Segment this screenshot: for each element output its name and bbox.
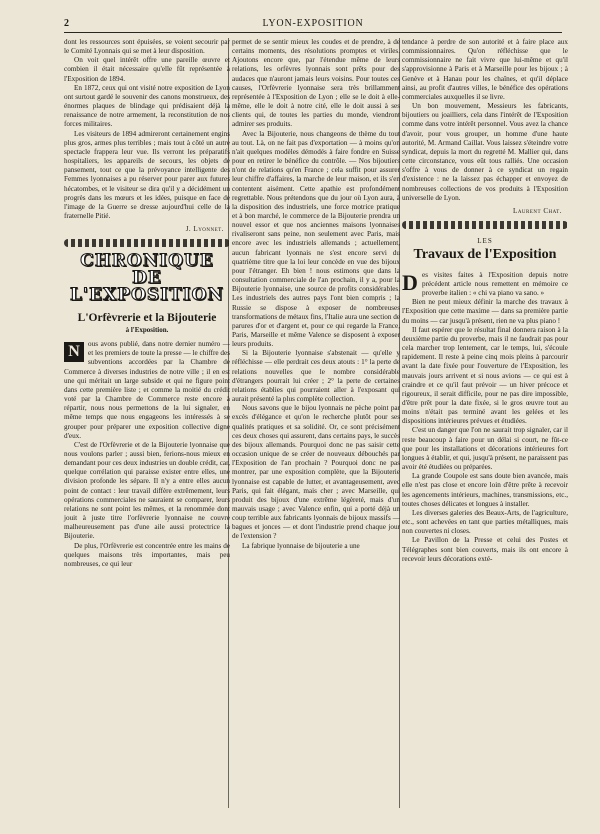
column-2 <box>232 38 400 551</box>
signature: Laurent Chat. <box>513 206 562 215</box>
column-3 <box>402 38 568 564</box>
paragraph: Nous savons que le bijou lyonnais ne pèche point par excès d'élégance et qu'on le recherche plutôt pour ses qualités pratiques et sa solidité. Or, ce sont précisément ces deux choses qui assurent, dans certains pays, le succès des bijoux allemands. Pourquoi donc ne pas saisir cette occasion unique de se créer de nouveaux débouchés par l'Exposition de l'an prochain ? Pourquoi donc ne pas montrer, par une exposition complète, que la Bijouterie lyonnaise est capable de lutter, et avantageusement, avec Paris, qui fait élégant, mais cher ; avec Marseille, qui produit des bijoux d'une extrême légèreté, mais d'un mauvais usage ; avec Valence enfin, qui a porté déjà un coup terrible aux fabricants lyonnais de bijoux massifs — bagues et jonces — et dont l'industrie prend chaque jour de l'extension ? <box>232 404 400 541</box>
article-title: Travaux de l'Exposition <box>413 246 557 262</box>
paragraph: Avec la Bijouterie, nous changeons de thème du tout au tout. Là, on ne fait pas d'exportation — à moins qu'on n'ait quelques modèles démodés à faire fondre en Suisse pour en retirer le bénéfice du contrôle. — Nos bijoutiers n'ont de relations qu'en France ; cela suffit pour assurer leur chiffre d'affaires, la marche de leur maison, et ils s'en contentent aisément. Cette apathie est profondément regrettable. Nous prétendons que du jour où Lyon aura, à la disposition des industriels, une force motrice pratique et à bon marché, le commerce de la Bijouterie prendra un nouvel essor et que nos anciennes maisons lyonnaises rivaliseront sans peine, non seulement avec Paris, mais encore avec les industriels allemands ; actuellement, aucun fabricant lyonnais ne s'est encore servi du quatrième titre que la loi leur concède en vue des bijoux pour l'étranger. Eh bien ! nous estimons que dans la consultation commerciale de l'an prochain, il y a, pour la Bijouterie lyonnaise, une source de profits considérables. Les industriels des autres pays l'ont bien compris ; la Russie se dispose à exposer de nombreuses transformations de métaux fins, l'Italie aura une section de parures d'or et d'argent et, pour ce qui regarde la France, Paris, Marseille et même Valence se disposent à exposer leurs produits. <box>232 129 400 349</box>
paragraph: C'est de l'Orfèvrerie et de la Bijouterie lyonnaise que nous voulons parler ; aussi bien, ferions-nous mieux en demandant pour ces deux industries un double crédit, car, quelque corrélation qui paraisse exister entre elles, une division profonde les sépare. Il n'y a entre elles aucun point de contact : leur travail diffère extrêmement, leurs opérations commerciales ne sauraient se comparer, leurs relations ne sont point les mêmes, et la renommée dont jouit à juste titre l'orfèvrerie lyonnaise ne couvre malheureusement pas d'une aile aussi protectrice la Bijouterie. <box>64 440 230 541</box>
paragraph: dont les ressources sont épuisées, se voient secourir par le Comité Lyonnais qui se met à leur disposition. <box>64 38 230 56</box>
section-title: CHRONIQUE DE L'EXPOSITION <box>69 251 225 306</box>
drop-cap: N <box>64 342 84 362</box>
article-title: L'Orfèvrerie et la Bijouterie <box>77 312 217 325</box>
article-kicker: LES <box>477 236 493 245</box>
paragraph: C'est un danger que l'on ne saurait trop signaler, car il reste beaucoup à faire pour un délai si court, ne fût-ce que pour les installations et décorations intérieures fort longues à établir, et qui, jusqu'à présent, ne paraissent pas avoir été étudiées ou préparées. <box>402 426 568 472</box>
paragraph: Si la Bijouterie lyonnaise s'abstenait — qu'elle y réfléchisse — elle perdrait ces deux atouts : 1° la perte de relations nouvelles que le nombre considérable d'étrangers pourrait lui créer ; 2° la perte de certaines relations établies qui pourraient aller à l'exposant qui aurait présenté la plus complète collection. <box>232 349 400 404</box>
drop-cap: D <box>402 269 418 295</box>
column-1 <box>64 38 230 569</box>
paragraph: Bien ne peut mieux définir la marche des travaux à l'Exposition que cette maxime — dans sa première partie du moins — car jusqu'à présent, rien ne va plus piano ! <box>402 298 568 325</box>
running-title: LYON-EXPOSITION <box>262 18 364 29</box>
page-header <box>64 18 562 33</box>
paragraph: De plus, l'Orfèvrerie est concentrée entre les mains de quelques maisons très importantes, mais peu nombreuses, ce qui leur <box>64 541 230 568</box>
article-subtitle: à l'Exposition. <box>125 326 169 335</box>
paragraph: En 1872, ceux qui ont visité notre exposition de Lyon ont surtout gardé le souvenir des canons monstrueux, des énormes plaques de blindage qui prédisaient déjà la renaissance de notre armement, la reconstitution de nos forces militaires. <box>64 83 230 129</box>
paragraph: N ous avons publié, dans notre dernier numéro — et les premiers de toute la presse — le chiffre des subventions accordées par la Chambre de Commerce à diverses industries de notre ville ; il en est une qui méritait un large subside et qui ne figure point dans cette première liste ; et comme la moitié du crédit voté par la Chambre de Commerce reste encore à répartir, nous nous permettons de la lui signaler, en même temps que nous engageons les intéressés à se grouper pour préparer une exposition collective digne d'eux. <box>64 340 230 440</box>
paragraph: Les diverses galeries des Beaux-Arts, de l'agriculture, etc., sont achevées en tant que parties métalliques, mais non couvertes ni closes. <box>402 508 568 536</box>
paragraph: Il faut espérer que le résultat final donnera raison à la deuxième partie du proverbe, mais il ne faudrait pas pour cela marcher trop lentement, car le temps, lui, s'écoule rapidement. Il reste à peine cinq mois pleins à parcourir avant la date fixée pour l'ouverture de l'Exposition, les mauvais jours arrivent et si nous avions — ce qui est à craindre et ce qu'il faut prévoir — un hiver précoce et rigoureux, il serait difficile, pour ne pas dire impossible, d'être prêt pour la date fixée, si le gros œuvre tout au moins n'était pas terminé avant les gelées et les dispositions intérieures prévues et étudiées. <box>402 325 568 426</box>
paragraph: La grande Coupole est sans doute bien avancée, mais elle n'est pas close et encore loin d'être prête à recevoir les agencements intérieurs, machines, transmissions, etc., toutes choses délicates et longues à installer. <box>402 472 568 508</box>
paragraph: La fabrique lyonnaise de bijouterie a une <box>242 541 360 550</box>
paragraph: Les visiteurs de 1894 admireront certainement engins plus gros, armes plus terribles ; mais tout à côté un autre spectacle frappera leur vue. Ils verront les préparatifs hospitaliers, les appareils de secours, les objets de pansement, tout ce que la prévoyance intelligente des Femmes lyonnaises a pu réserver pour parer aux futures hécatombes, et le visiteur se dira qu'il y a décidément un progrès dans les mœurs et les idées, puisque en face de l'image de la Guerre se dresse aujourd'hui celle de la fraternelle Pitié. <box>64 129 230 220</box>
paragraph: permet de se sentir mieux les coudes et de prendre, à de certains moments, des résolutions promptes et viriles. Ajoutons encore que, par l'étendue même de leurs relations, les orfèvres lyonnais sont prêts pour des audaces que n'auront jamais leurs voisins. Pour toutes ces causes, l'Orfèvrerie lyonnaise sera très brillamment représentée à l'Exposition de Lyon ; elle se le doit à elle-même, elle le doit à notre cité, elle le doit aussi à ses clients qui, de toutes les parties du monde, viendront admirer ses produits. <box>232 38 400 129</box>
ornament-divider <box>64 239 230 247</box>
paragraph: Des visites faites à l'Exposition depuis notre précédent article nous remettent en mémoire ce proverbe italien : « chi va piano va sano. » <box>402 269 568 298</box>
signature: J. Lyonnet. <box>185 225 224 234</box>
paragraph: Le Pavillon de la Presse et celui des Postes et Télégraphes sont bien couverts, mais ils ont encore à recevoir leurs décorations exté- <box>402 536 568 563</box>
ornament-divider <box>402 221 568 229</box>
paragraph: Un bon mouvement, Messieurs les fabricants, bijoutiers ou joailliers, cela dans l'intérêt de l'Exposition comme dans votre intérêt personnel. Vous avez la chance d'avoir, pour vous grouper, un homme d'une haute autorité, M. Armand Caillat. Vous laissez s'éteindre votre syndicat, depuis la mort du regretté M. Mallier qui, dans cette circonstance, vous eût tous ralliés. Une occasion s'offre à vous de donner à ce syndicat un regain d'existence : ne la laissez pas échapper et envoyez de nombreuses collections de vos produits à l'Exposition universelle de Lyon. <box>402 102 568 202</box>
paragraph: tendance à perdre de son autorité et à faire place aux commissionnaires. Qu'on réfléchisse que le commissionnaire ne fait vivre que lui-même et qu'il s'approvisionne à Paris et à Marseille pour les bijoux ; à Genève et à Hanau pour les chaînes, et qu'il déplace ainsi, au profit d'autres villes, le bénéfice des opérations commerciales auxquelles il se livre. <box>402 38 568 101</box>
page-number: 2 <box>64 18 70 29</box>
paragraph: On voit quel intérêt offre une pareille œuvre et combien il était nécessaire qu'elle fût représentée à l'Exposition de 1894. <box>64 56 230 83</box>
